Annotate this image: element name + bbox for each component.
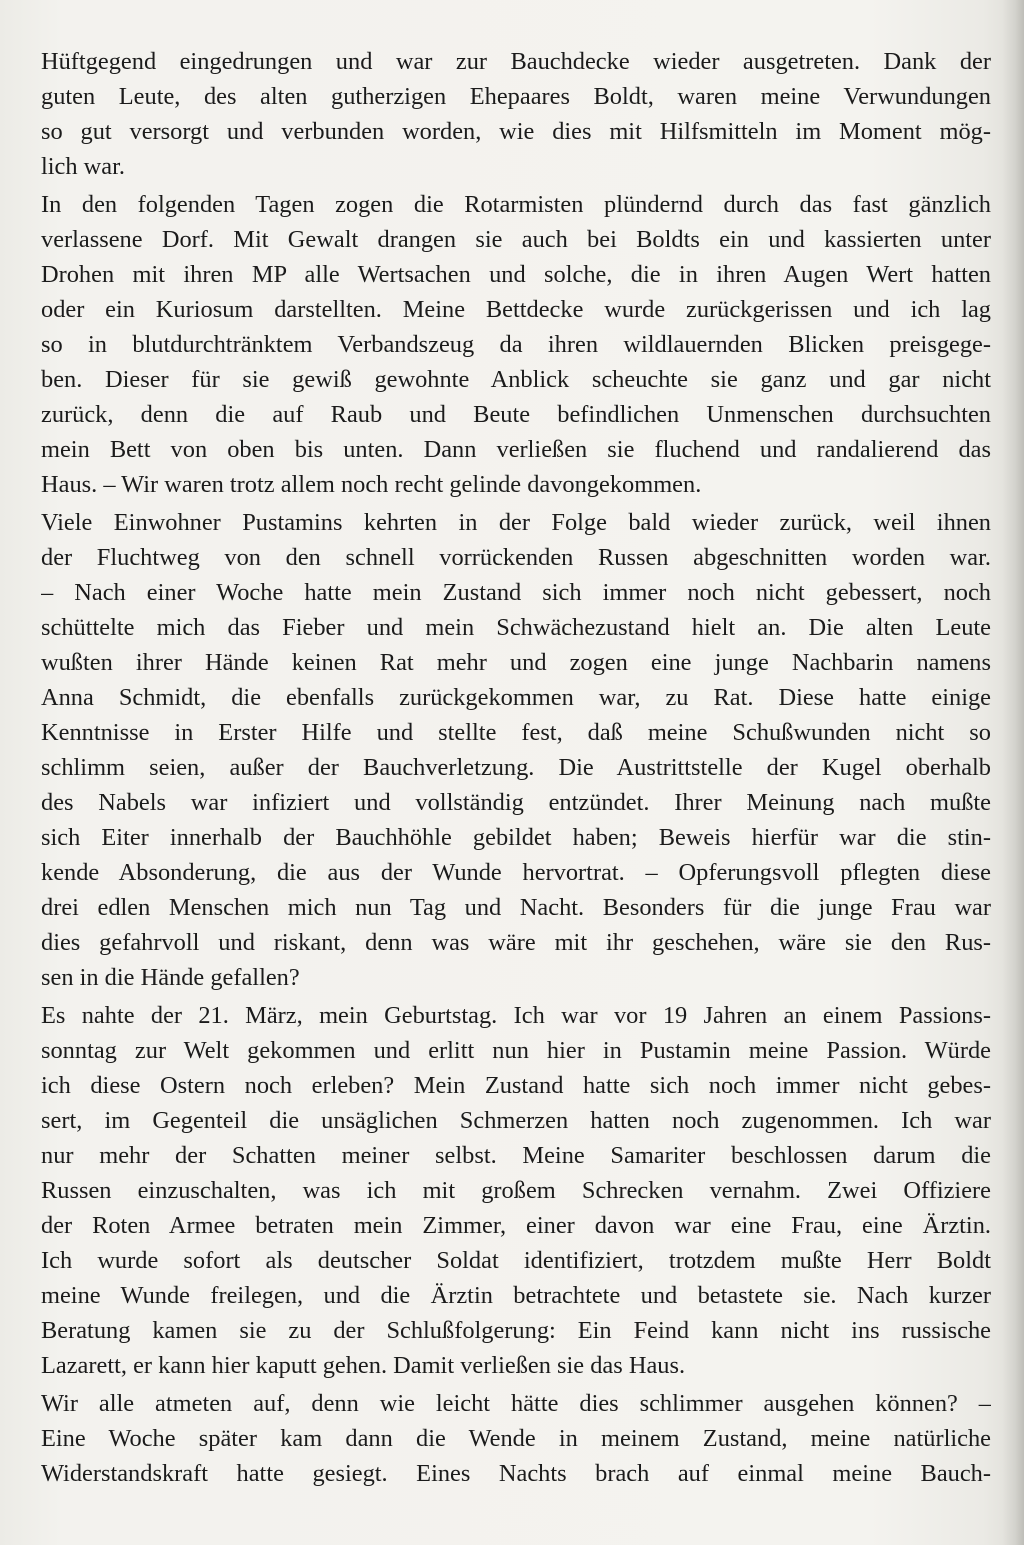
text-line: mein Bett von oben bis unten. Dann verließen sie fluchend und randalierend das xyxy=(41,436,991,463)
paragraph-2 xyxy=(41,187,991,502)
text-line: Kenntnisse in Erster Hilfe und stellte fest, daß meine Schußwunden nicht so xyxy=(41,719,991,746)
text-line: sonntag zur Welt gekommen und erlitt nun hier in Pustamin meine Passion. Würde xyxy=(41,1037,991,1064)
text-line: oder ein Kuriosum darstellten. Meine Bettdecke wurde zurückgerissen und ich lag xyxy=(41,296,991,323)
text-line: zurück, denn die auf Raub und Beute befindlichen Unmenschen durchsuchten xyxy=(41,401,991,428)
text-line: der Fluchtweg von den schnell vorrückenden Russen abgeschnitten worden war. xyxy=(41,544,991,571)
text-line: – Nach einer Woche hatte mein Zustand sich immer noch nicht gebessert, noch xyxy=(41,579,991,606)
text-line: nur mehr der Schatten meiner selbst. Meine Samariter beschlossen darum die xyxy=(41,1142,991,1169)
text-line: schlimm seien, außer der Bauchverletzung. Die Austrittstelle der Kugel oberhalb xyxy=(41,754,991,781)
text-line: Lazarett, er kann hier kaputt gehen. Damit verließen sie das Haus. xyxy=(41,1352,686,1379)
paragraph-5 xyxy=(41,1386,991,1491)
text-line: Viele Einwohner Pustamins kehrten in der Folge bald wieder zurück, weil ihnen xyxy=(41,509,991,536)
text-line: so gut versorgt und verbunden worden, wie dies mit Hilfsmitteln im Moment mög- xyxy=(41,118,991,145)
text-line: meine Wunde freilegen, und die Ärztin betrachtete und betastete sie. Nach kurzer xyxy=(41,1282,991,1309)
text-line: Drohen mit ihren MP alle Wertsachen und solche, die in ihren Augen Wert hatten xyxy=(41,261,991,288)
text-line: Russen einzuschalten, was ich mit großem Schrecken vernahm. Zwei Offiziere xyxy=(41,1177,991,1204)
text-line: Es nahte der 21. März, mein Geburtstag. Ich war vor 19 Jahren an einem Passions- xyxy=(41,1002,991,1029)
text-line: schüttelte mich das Fieber und mein Schwächezustand hielt an. Die alten Leute xyxy=(41,614,991,641)
text-line: Wir alle atmeten auf, denn wie leicht hätte dies schlimmer ausgehen können? – xyxy=(41,1390,991,1417)
text-line: kende Absonderung, die aus der Wunde hervortrat. – Opferungsvoll pflegten diese xyxy=(41,859,991,886)
text-line: sert, im Gegenteil die unsäglichen Schmerzen hatten noch zugenommen. Ich war xyxy=(41,1107,991,1134)
text-line: ich diese Ostern noch erleben? Mein Zustand hatte sich noch immer nicht gebes- xyxy=(41,1072,991,1099)
paragraph-4 xyxy=(41,998,991,1383)
page-edge-shadow xyxy=(1002,0,1024,1545)
text-line: des Nabels war infiziert und vollständig entzündet. Ihrer Meinung nach mußte xyxy=(41,789,991,816)
text-line: dies gefahrvoll und riskant, denn was wäre mit ihr geschehen, wäre sie den Rus- xyxy=(41,929,991,956)
text-line: sen in die Hände gefallen? xyxy=(41,964,300,991)
text-line: Beratung kamen sie zu der Schlußfolgerung: Ein Feind kann nicht ins russische xyxy=(41,1317,991,1344)
text-line: lich war. xyxy=(41,153,125,180)
text-line: guten Leute, des alten gutherzigen Ehepaares Boldt, waren meine Verwundungen xyxy=(41,83,991,110)
text-line: ben. Dieser für sie gewiß gewohnte Anblick scheuchte sie ganz und gar nicht xyxy=(41,366,991,393)
text-line: Eine Woche später kam dann die Wende in meinem Zustand, meine natürliche xyxy=(41,1425,991,1452)
text-line: so in blutdurchtränktem Verbandszeug da ihren wildlauernden Blicken preisgege- xyxy=(41,331,991,358)
text-line: Anna Schmidt, die ebenfalls zurückgekommen war, zu Rat. Diese hatte einige xyxy=(41,684,991,711)
text-line: sich Eiter innerhalb der Bauchhöhle gebildet haben; Beweis hierfür war die stin- xyxy=(41,824,991,851)
text-line: verlassene Dorf. Mit Gewalt drangen sie auch bei Boldts ein und kassierten unter xyxy=(41,226,991,253)
text-line: der Roten Armee betraten mein Zimmer, einer davon war eine Frau, eine Ärztin. xyxy=(41,1212,991,1239)
text-line: Haus. – Wir waren trotz allem noch recht gelinde davongekommen. xyxy=(41,471,702,498)
body-text xyxy=(41,44,991,1494)
paragraph-3 xyxy=(41,505,991,995)
text-line: In den folgenden Tagen zogen die Rotarmisten plündernd durch das fast gänzlich xyxy=(41,191,991,218)
text-line: Widerstandskraft hatte gesiegt. Eines Nachts brach auf einmal meine Bauch- xyxy=(41,1460,991,1487)
text-line: wußten ihrer Hände keinen Rat mehr und zogen eine junge Nachbarin namens xyxy=(41,649,991,676)
text-line: Ich wurde sofort als deutscher Soldat identifiziert, trotzdem mußte Herr Boldt xyxy=(41,1247,991,1274)
text-line: Hüftgegend eingedrungen und war zur Bauchdecke wieder ausgetreten. Dank der xyxy=(41,48,991,75)
text-line: drei edlen Menschen mich nun Tag und Nacht. Besonders für die junge Frau war xyxy=(41,894,991,921)
paragraph-1 xyxy=(41,44,991,184)
